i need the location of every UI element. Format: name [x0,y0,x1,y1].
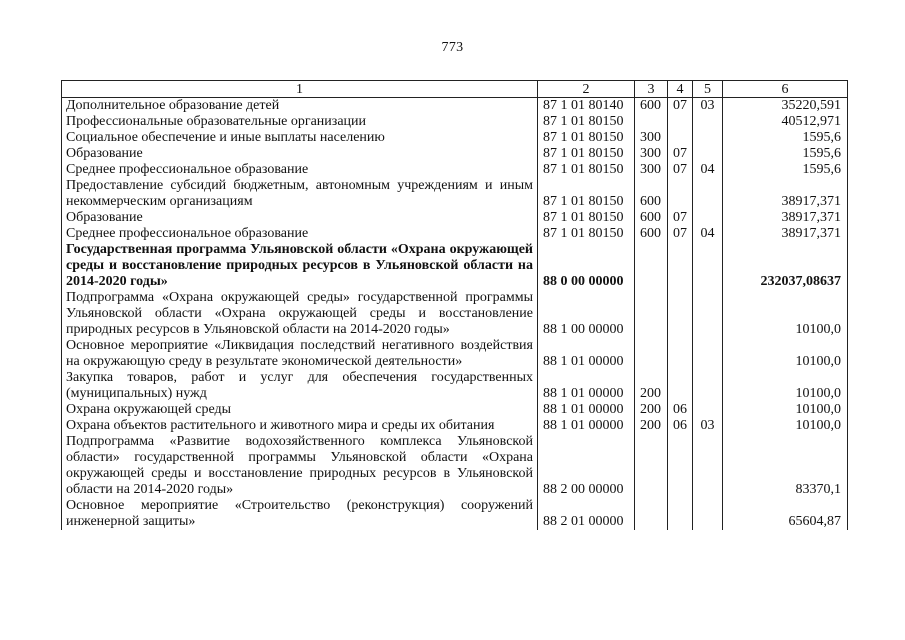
row-code-cell: 87 1 01 80140 [538,98,635,115]
row-col5-cell [693,114,723,130]
table-row [62,402,848,418]
row-col3-cell: 200 [635,418,668,434]
table-row [62,338,848,370]
row-col4-cell: 07 [668,226,693,242]
row-col4-cell: 07 [668,162,693,178]
row-col5-cell [693,146,723,162]
row-code-cell: 87 1 01 80150 [538,114,635,130]
row-col3-cell [635,338,668,370]
row-amount-cell: 38917,371 [723,226,848,242]
row-col3-cell [635,114,668,130]
column-header-3: 3 [635,81,668,98]
row-col4-cell [668,242,693,290]
column-header-6: 6 [723,81,848,98]
row-col5-cell [693,402,723,418]
row-col5-cell [693,130,723,146]
row-col3-cell: 600 [635,98,668,115]
row-col4-cell [668,178,693,210]
row-col3-cell [635,242,668,290]
row-col4-cell: 07 [668,98,693,115]
row-col3-cell: 300 [635,162,668,178]
budget-table [61,80,848,530]
column-header-2: 2 [538,81,635,98]
row-col3-cell: 200 [635,370,668,402]
row-amount-cell: 10100,0 [723,418,848,434]
table-row [62,210,848,226]
row-amount-cell: 10100,0 [723,290,848,338]
row-col3-cell [635,290,668,338]
column-header-5: 5 [693,81,723,98]
row-code-cell: 87 1 01 80150 [538,162,635,178]
column-header-1: 1 [62,81,538,98]
row-code-cell: 88 1 00 00000 [538,290,635,338]
table-row [62,178,848,210]
row-col3-cell: 600 [635,178,668,210]
table-row [62,418,848,434]
header-row [62,81,848,98]
table-row [62,162,848,178]
row-col5-cell: 03 [693,98,723,115]
row-name-cell: Дополнительное образование детей [62,98,538,115]
row-col5-cell: 04 [693,226,723,242]
table-row [62,434,848,498]
row-amount-cell: 10100,0 [723,338,848,370]
row-amount-cell: 232037,08637 [723,242,848,290]
row-code-cell: 88 1 01 00000 [538,370,635,402]
row-code-cell: 87 1 01 80150 [538,226,635,242]
table-row [62,114,848,130]
table-row [62,130,848,146]
row-col3-cell: 300 [635,130,668,146]
row-col4-cell [668,498,693,530]
row-name-cell: Подпрограмма «Охрана окружающей среды» государственной программы Ульяновской области «Охрана окружающей среды и восстановление природных ресурсов в Ульяновской области на 2014-2020 годы» [62,290,538,338]
row-col5-cell: 04 [693,162,723,178]
row-code-cell: 88 0 00 00000 [538,242,635,290]
row-col4-cell [668,434,693,498]
row-amount-cell: 38917,371 [723,178,848,210]
table-row [62,498,848,530]
row-code-cell: 88 2 00 00000 [538,434,635,498]
row-name-cell: Охрана окружающей среды [62,402,538,418]
table-row [62,98,848,115]
table-row [62,146,848,162]
row-col3-cell: 600 [635,210,668,226]
row-col3-cell [635,498,668,530]
table-body [62,98,848,531]
row-col3-cell: 300 [635,146,668,162]
row-col4-cell [668,114,693,130]
row-col5-cell [693,370,723,402]
row-code-cell: 87 1 01 80150 [538,130,635,146]
row-col3-cell: 200 [635,402,668,418]
row-col4-cell [668,130,693,146]
row-amount-cell: 10100,0 [723,370,848,402]
row-name-cell: Образование [62,146,538,162]
row-code-cell: 88 1 01 00000 [538,402,635,418]
row-code-cell: 87 1 01 80150 [538,146,635,162]
row-name-cell: Образование [62,210,538,226]
row-code-cell: 88 1 01 00000 [538,338,635,370]
row-col4-cell [668,370,693,402]
row-col4-cell [668,338,693,370]
row-amount-cell: 35220,591 [723,98,848,115]
row-col3-cell: 600 [635,226,668,242]
row-col5-cell [693,290,723,338]
row-name-cell: Основное мероприятие «Ликвидация последствий негативного воздействия на окружающую среду в результате экономической деятельности» [62,338,538,370]
row-col4-cell: 07 [668,146,693,162]
row-col4-cell: 07 [668,210,693,226]
row-amount-cell: 10100,0 [723,402,848,418]
row-code-cell: 87 1 01 80150 [538,210,635,226]
row-name-cell: Социальное обеспечение и иные выплаты населению [62,130,538,146]
row-name-cell: Среднее профессиональное образование [62,226,538,242]
row-name-cell: Основное мероприятие «Строительство (реконструкция) сооружений инженерной защиты» [62,498,538,530]
row-amount-cell: 1595,6 [723,130,848,146]
row-name-cell: Подпрограмма «Развитие водохозяйственного комплекса Ульяновской области» государственной программы Ульяновской области «Охрана окружающей среды и восстановление природных ресурсов в Ульяновской области на 2014-2020 годы» [62,434,538,498]
row-amount-cell: 65604,87 [723,498,848,530]
row-col5-cell [693,178,723,210]
row-amount-cell: 40512,971 [723,114,848,130]
table-row [62,226,848,242]
table-row [62,242,848,290]
table-row [62,290,848,338]
row-col5-cell [693,242,723,290]
row-code-cell: 88 1 01 00000 [538,418,635,434]
row-col3-cell [635,434,668,498]
row-amount-cell: 83370,1 [723,434,848,498]
row-col5-cell: 03 [693,418,723,434]
row-col5-cell [693,210,723,226]
row-code-cell: 88 2 01 00000 [538,498,635,530]
row-amount-cell: 1595,6 [723,162,848,178]
page-number: 773 [441,40,464,55]
row-col5-cell [693,434,723,498]
row-col4-cell: 06 [668,418,693,434]
table-row [62,370,848,402]
row-name-cell: Закупка товаров, работ и услуг для обеспечения государственных (муниципальных) нужд [62,370,538,402]
row-col5-cell [693,338,723,370]
row-amount-cell: 1595,6 [723,146,848,162]
row-name-cell: Профессиональные образовательные организации [62,114,538,130]
column-header-4: 4 [668,81,693,98]
row-name-cell: Государственная программа Ульяновской области «Охрана окружающей среды и восстановление природных ресурсов в Ульяновской области на 2014-2020 годы» [62,242,538,290]
row-code-cell: 87 1 01 80150 [538,178,635,210]
row-amount-cell: 38917,371 [723,210,848,226]
row-col4-cell: 06 [668,402,693,418]
row-name-cell: Охрана объектов растительного и животного мира и среды их обитания [62,418,538,434]
row-name-cell: Среднее профессиональное образование [62,162,538,178]
row-name-cell: Предоставление субсидий бюджетным, автономным учреждениям и иным некоммерческим организациям [62,178,538,210]
row-col5-cell [693,498,723,530]
row-col4-cell [668,290,693,338]
